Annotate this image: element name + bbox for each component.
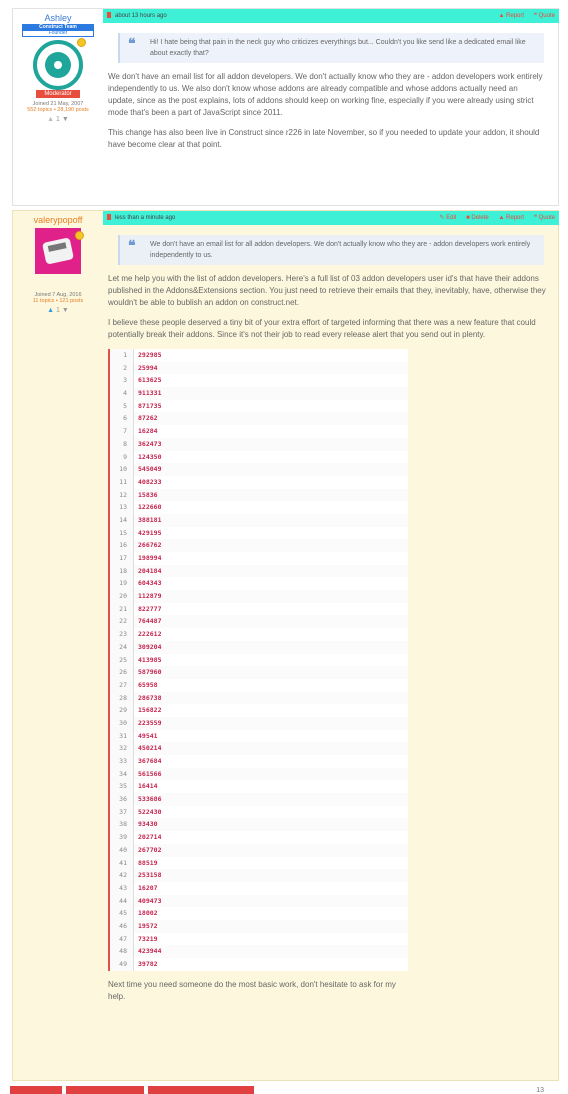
code-line [110, 907, 408, 920]
medal-icon [77, 38, 86, 47]
code-line [110, 717, 408, 730]
code-line [110, 451, 408, 464]
code-line [110, 603, 408, 616]
code-line [110, 590, 408, 603]
user-id-value: 362473 [134, 438, 408, 451]
code-line [110, 615, 408, 628]
author-name-link[interactable]: Ashley [44, 13, 72, 23]
code-line [110, 425, 408, 438]
user-stats-link[interactable]: 552 topics • 28,190 posts [27, 107, 89, 113]
code-line [110, 514, 408, 527]
code-line [110, 704, 408, 717]
moderator-label: Moderator [36, 90, 80, 98]
user-id-value: 198994 [138, 554, 162, 562]
user-id-value: 122660 [138, 503, 162, 512]
line-number: 3 [110, 374, 134, 387]
line-number: 6 [110, 412, 134, 425]
user-id-value: 156822 [138, 706, 162, 715]
thumbs-up-icon[interactable]: ▲ [47, 307, 55, 314]
thumbs-down-icon[interactable]: ▼ [61, 116, 69, 123]
user-id-value: 309204 [134, 641, 408, 654]
user-stats-link[interactable]: 11 topics • 121 posts [32, 298, 84, 304]
post-body [108, 25, 546, 151]
code-line [110, 920, 408, 933]
line-number: 46 [110, 920, 134, 933]
post-time: about 13 hours ago [115, 13, 167, 19]
clock-icon [107, 12, 111, 18]
user-id-value: 522430 [138, 807, 162, 816]
line-number: 21 [110, 603, 134, 616]
paragraph: This change has also been live in Construct since r226 in late November, so if you needed to update your addon, it should have become clear at that point. [108, 128, 540, 149]
code-line [110, 476, 408, 489]
quote-text: Hi! I hate being that pain in the neck guy who criticizes everythings but... Couldn't you like send like a dedicated email like about exactly that? [150, 39, 526, 57]
vote-count: 1 [56, 307, 60, 314]
user-id-value: 822777 [138, 604, 162, 613]
avatar[interactable] [31, 228, 85, 278]
line-number: 19 [110, 577, 134, 590]
quote-button[interactable]: ❝ Quote [533, 13, 555, 19]
code-line [110, 400, 408, 413]
vote-count: 1 [56, 116, 60, 123]
code-line [110, 730, 408, 743]
quote-icon: ❝ [128, 35, 136, 51]
user-id-value: 253158 [134, 869, 408, 882]
line-number: 7 [110, 425, 134, 438]
code-line [110, 844, 408, 857]
line-number: 35 [110, 780, 134, 793]
line-number: 43 [110, 882, 134, 895]
line-number: 41 [110, 857, 134, 870]
quote-block [118, 235, 544, 265]
user-id-value: 15836 [134, 489, 408, 502]
code-line [110, 958, 408, 971]
post-meta-bar [103, 9, 559, 23]
code-line [110, 933, 408, 946]
user-id-value: 587960 [134, 666, 408, 679]
line-number: 29 [110, 704, 134, 717]
user-id-value: 124350 [138, 452, 162, 461]
user-id-value: 545049 [134, 463, 408, 476]
user-id-value: 87262 [134, 412, 408, 425]
user-id-value: 292985 [138, 351, 162, 359]
line-number: 30 [110, 717, 134, 730]
code-line [110, 895, 408, 908]
user-id-value: 409473 [134, 895, 408, 908]
paragraph: We don't have an email list for all addon developers. We don't actually know who they are - addon developers work entirely independently to us. We also don't know whose addons are already compatible and whose addons actually need an update, since as the post explains, lots of addons should keep on working fine, especially if you were already using strict mode that's been a part of JavaScript since 2011. [108, 72, 543, 117]
line-number: 14 [110, 514, 134, 527]
code-line [110, 527, 408, 540]
code-line [110, 552, 408, 565]
page-number[interactable]: 13 [536, 1087, 544, 1094]
line-number: 49 [110, 958, 134, 971]
line-number: 44 [110, 895, 134, 908]
user-id-value: 25994 [134, 362, 408, 375]
delete-button[interactable]: ■ Delete [466, 215, 489, 221]
line-number: 31 [110, 730, 134, 743]
code-line [110, 374, 408, 387]
user-id-value: 49541 [138, 731, 158, 740]
closing-paragraph: Next time you need someone do the most basic work, don't hesitate to ask for my help. [108, 979, 396, 1001]
user-id-value: 65958 [138, 680, 158, 689]
user-id-value: 73219 [138, 934, 158, 943]
report-button[interactable]: ▲ Report [498, 13, 525, 19]
user-id-value: 604343 [138, 579, 162, 588]
code-line [110, 489, 408, 502]
joined-date: Joined 7 Aug, 2016 [34, 292, 82, 298]
avatar[interactable] [31, 40, 85, 94]
line-number: 16 [110, 539, 134, 552]
code-line [110, 501, 408, 514]
quote-icon: ❝ [128, 237, 136, 253]
bottom-action-bar [10, 1086, 256, 1094]
post-meta-bar [103, 211, 559, 225]
code-line [110, 362, 408, 375]
line-number: 36 [110, 793, 134, 806]
subscribe-button[interactable] [148, 1086, 254, 1094]
line-number: 40 [110, 844, 134, 857]
forum-post-2 [12, 210, 559, 1081]
line-number: 34 [110, 768, 134, 781]
paragraph: I believe these people deserved a tiny bit of your extra effort of targeted informing that there was a new feature that could potentially break their addons. Since it's not their job to read every release alert that you send out in plenty. [108, 318, 536, 339]
construct-logo-icon [33, 40, 83, 90]
code-line [110, 641, 408, 654]
user-id-value: 223559 [134, 717, 408, 730]
code-line [110, 692, 408, 705]
quote-text: We don't have an email list for all addon developers. We don't actually know who they are - addon developers work entirely independently to us. [150, 241, 531, 259]
reply-button[interactable] [10, 1086, 62, 1094]
code-line [110, 463, 408, 476]
user-id-value: 764487 [134, 615, 408, 628]
line-number: 5 [110, 400, 134, 413]
line-number: 12 [110, 489, 134, 502]
user-id-value: 423944 [134, 945, 408, 958]
line-number: 26 [110, 666, 134, 679]
line-number: 4 [110, 387, 134, 400]
user-id-value: 16414 [138, 782, 158, 791]
line-number: 15 [110, 527, 134, 540]
code-line [110, 882, 408, 895]
code-line [110, 412, 408, 425]
line-number: 1 [110, 349, 134, 362]
code-line [110, 539, 408, 552]
joined-date: Joined 21 May, 2007 [32, 101, 84, 107]
code-line [110, 742, 408, 755]
line-number: 13 [110, 501, 134, 514]
user-id-value: 911331 [134, 387, 408, 400]
line-number: 17 [110, 552, 134, 565]
code-line [110, 831, 408, 844]
line-number: 38 [110, 818, 134, 831]
code-line [110, 577, 408, 590]
code-line [110, 438, 408, 451]
paragraph: Let me help you with the list of addon developers. Here's a full list of 03 addon developers user id's that have their addons published in the Addons&Extensions section. You just need to retrieve their emails that they, inevitably, have, otherwise they wouldn't be able to bublish an addon on construct.net. [108, 274, 546, 307]
line-number: 20 [110, 590, 134, 603]
user-id-value: 450214 [134, 742, 408, 755]
line-number: 18 [110, 565, 134, 578]
user-id-value: 871735 [138, 401, 162, 410]
user-id-value: 286738 [134, 692, 408, 705]
code-line [110, 755, 408, 768]
forum-post-1 [12, 8, 559, 206]
code-line [110, 857, 408, 870]
vote-widget [13, 116, 103, 123]
thumbs-up-icon[interactable]: ▲ [47, 116, 55, 123]
user-id-value: 367684 [138, 757, 162, 765]
post-body [108, 227, 546, 1003]
line-number: 45 [110, 907, 134, 920]
code-line [110, 628, 408, 641]
code-line [110, 666, 408, 679]
founder-badge: Founder [22, 30, 94, 37]
code-line [110, 806, 408, 819]
code-line [110, 387, 408, 400]
user-id-value: 93430 [134, 818, 408, 831]
user-id-value: 18002 [138, 909, 158, 918]
code-line [110, 793, 408, 806]
post-author-panel [13, 211, 103, 314]
code-line [110, 818, 408, 831]
clock-icon [107, 214, 111, 220]
user-id-value: 267702 [134, 844, 408, 857]
line-number: 42 [110, 869, 134, 882]
user-id-value: 413985 [138, 655, 162, 664]
code-line [110, 945, 408, 958]
line-number: 37 [110, 806, 134, 819]
code-line [110, 654, 408, 667]
user-id-value: 266762 [134, 539, 408, 552]
line-number: 32 [110, 742, 134, 755]
line-number: 22 [110, 615, 134, 628]
user-id-value: 613625 [138, 376, 162, 385]
line-number: 2 [110, 362, 134, 375]
line-number: 39 [110, 831, 134, 844]
user-id-value: 388181 [134, 514, 408, 527]
quote-button[interactable]: ❝ Quote [533, 215, 555, 221]
line-number: 28 [110, 692, 134, 705]
code-line [110, 869, 408, 882]
line-number: 48 [110, 945, 134, 958]
post-time: less than a minute ago [115, 215, 176, 221]
line-number: 9 [110, 451, 134, 464]
medal-icon [75, 231, 84, 240]
user-id-value: 222612 [138, 630, 162, 639]
code-line [110, 565, 408, 578]
code-line [110, 349, 408, 362]
thumbs-down-icon[interactable]: ▼ [61, 307, 69, 314]
line-number: 24 [110, 641, 134, 654]
edit-button[interactable]: ✎ Edit [439, 215, 457, 221]
follow-button[interactable] [66, 1086, 144, 1094]
quote-block [118, 33, 544, 63]
code-line [110, 780, 408, 793]
code-block [108, 349, 408, 971]
user-id-value: 204184 [134, 565, 408, 578]
user-id-value: 19572 [134, 920, 408, 933]
vote-widget [13, 307, 103, 314]
line-number: 23 [110, 628, 134, 641]
line-number: 47 [110, 933, 134, 946]
line-number: 25 [110, 654, 134, 667]
post-author-panel [13, 9, 103, 123]
user-id-value: 202714 [138, 833, 162, 842]
report-button[interactable]: ▲ Report [498, 215, 525, 221]
user-id-value: 561566 [134, 768, 408, 781]
line-number: 27 [110, 679, 134, 692]
user-id-value: 16207 [138, 883, 158, 892]
code-line [110, 768, 408, 781]
user-id-value: 88519 [138, 858, 158, 867]
team-badge: Construct Team [22, 24, 94, 30]
line-number: 10 [110, 463, 134, 476]
user-id-value: 112879 [134, 590, 408, 603]
user-id-value: 408233 [138, 477, 162, 486]
line-number: 11 [110, 476, 134, 489]
user-id-value: 533686 [134, 793, 408, 806]
line-number: 33 [110, 755, 134, 768]
user-id-value: 429195 [138, 528, 162, 537]
line-number: 8 [110, 438, 134, 451]
user-id-value: 39782 [138, 960, 158, 968]
author-name-link[interactable]: valerypopoff [33, 215, 83, 225]
user-id-value: 16284 [138, 427, 158, 436]
code-line [110, 679, 408, 692]
